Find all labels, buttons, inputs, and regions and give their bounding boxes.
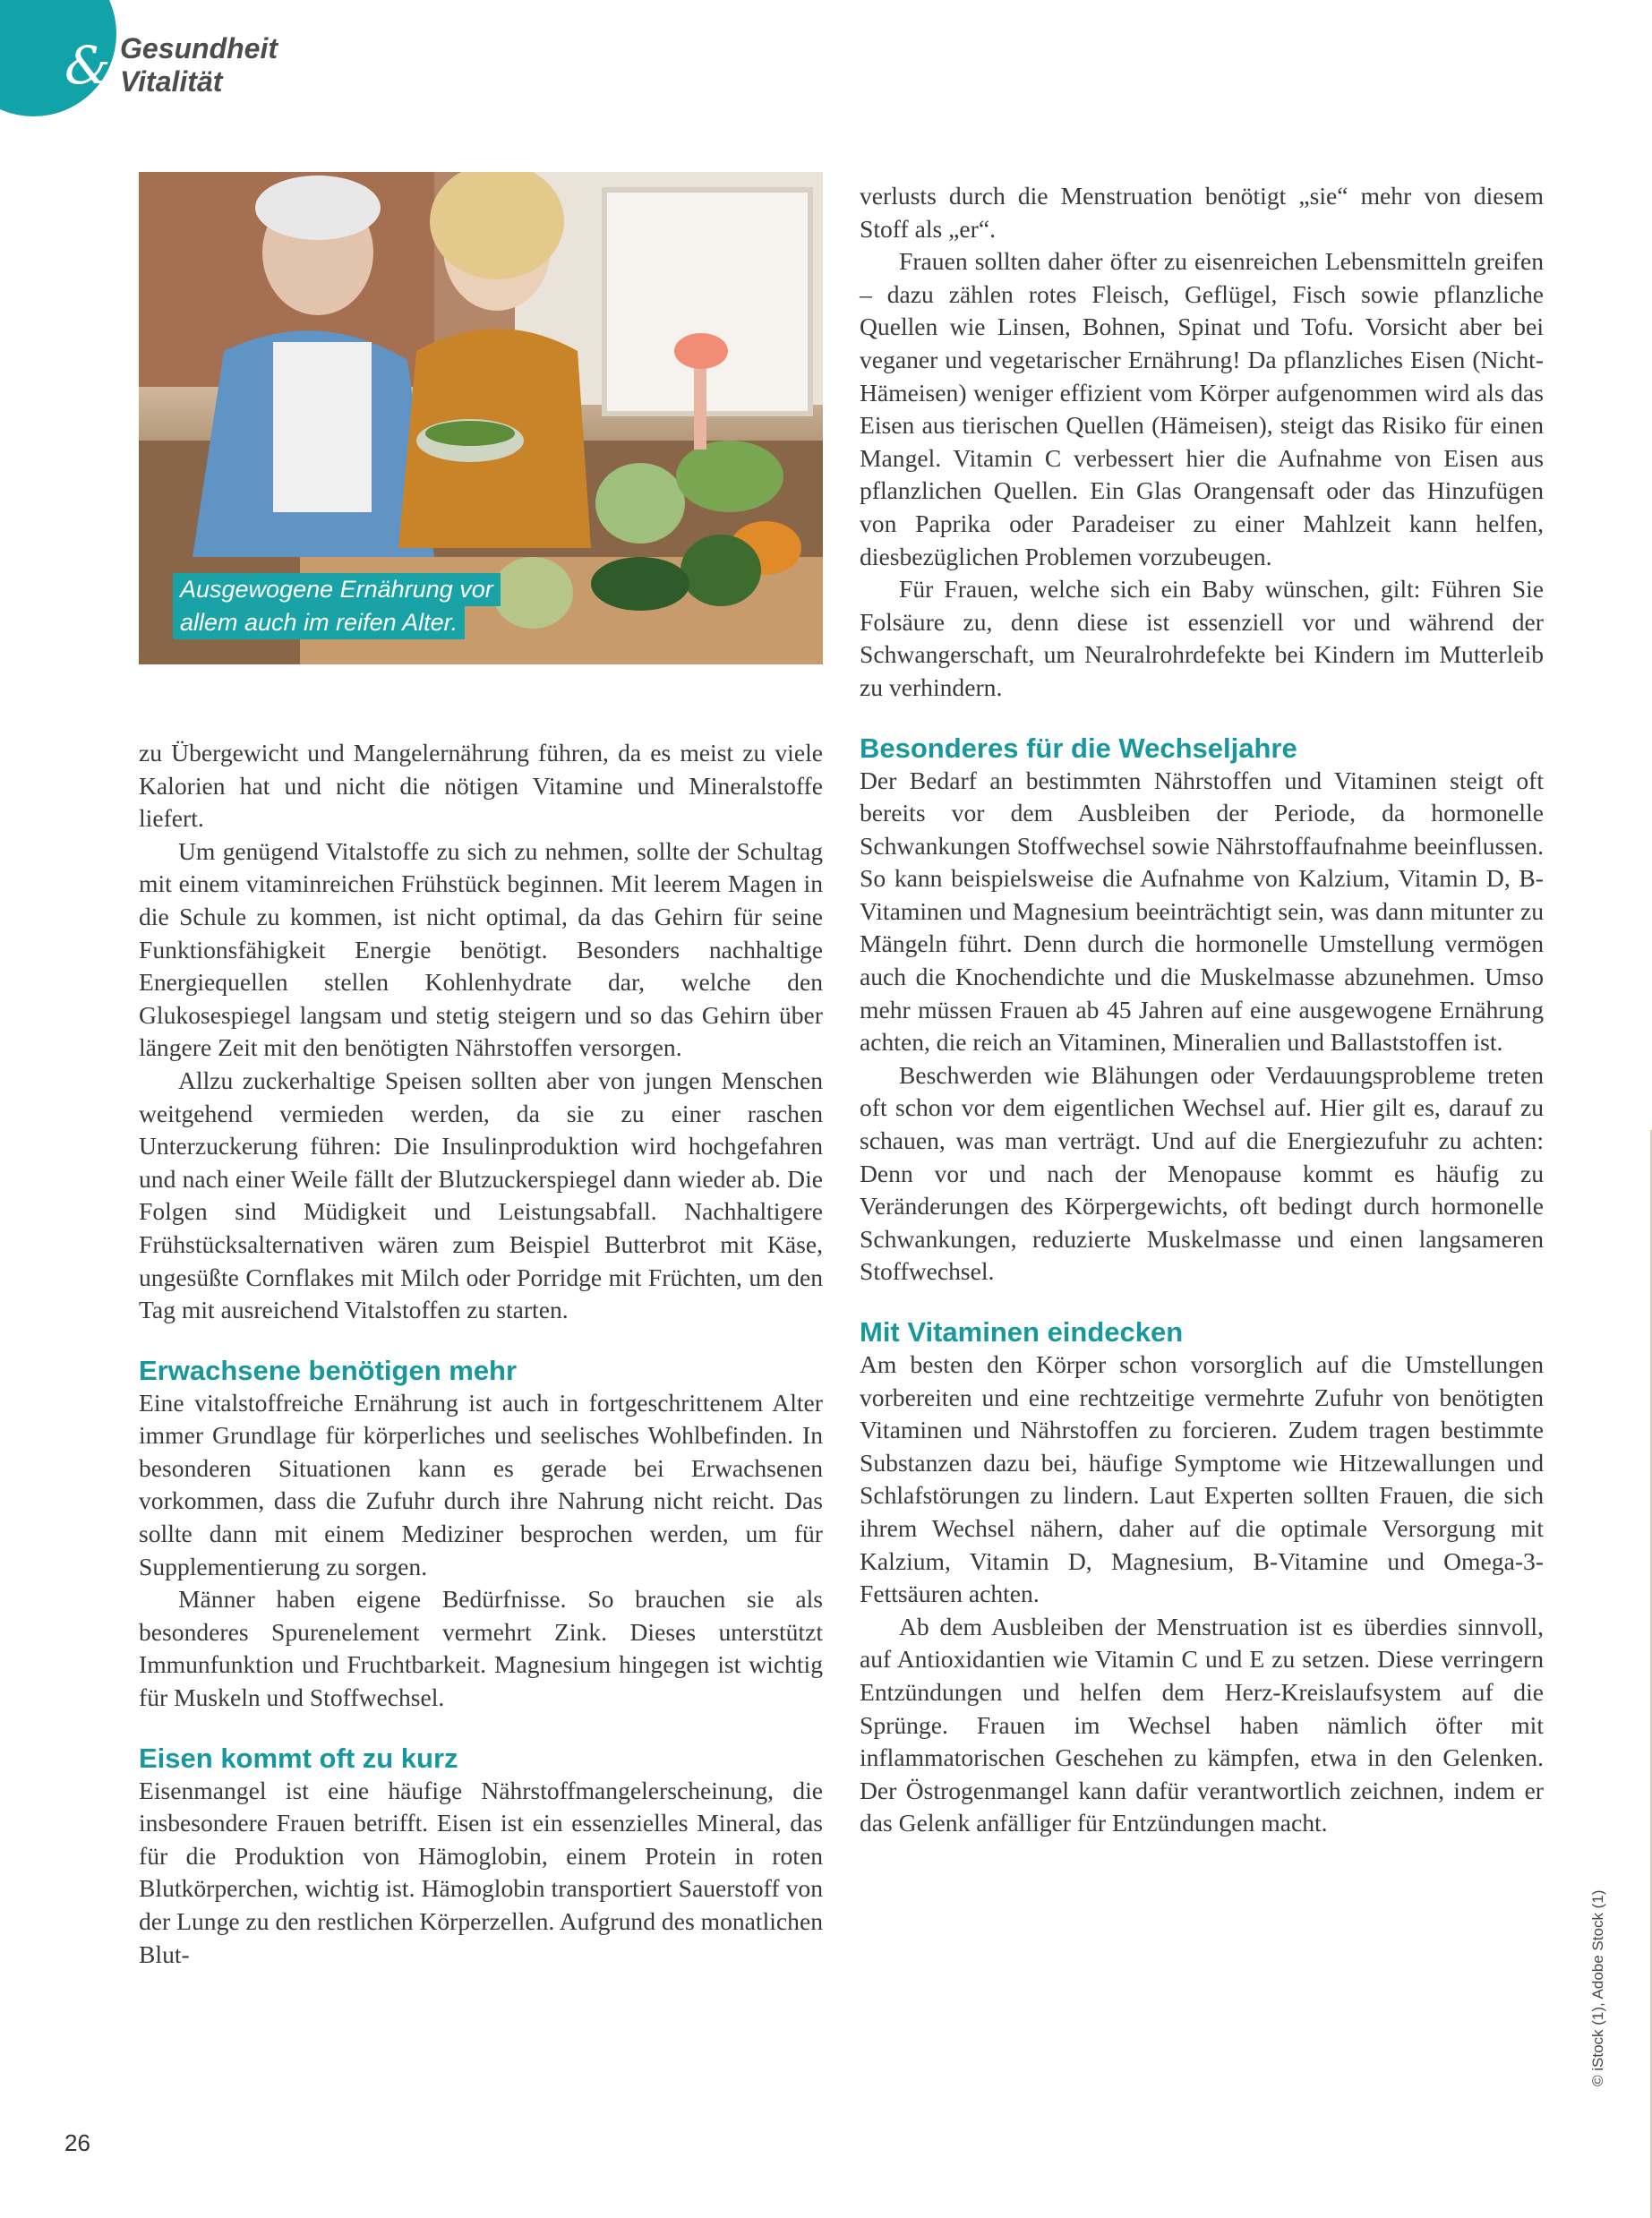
paragraph: Männer haben eigene Bedürfnisse. So brauchen sie als besonderes Spurenelement vermehrt Zink. Dieses unterstützt Immunfunktion und Fruchtbarkeit. Magnesium hingegen ist wichtig für Muskeln und Stoffwechsel. [139, 1585, 823, 1712]
paragraph: Für Frauen, welche sich ein Baby wünschen, gilt: Führen Sie Folsäure zu, denn diese ist essenziell vor und während der Schwangerschaft, um Neuralrohrdefekte bei Kindern im Mutterleib zu verhindern. [860, 575, 1544, 701]
section-title [120, 32, 278, 98]
left-column [139, 737, 823, 1971]
section-heading: Mit Vitaminen eindecken [860, 1316, 1184, 1348]
paragraph: Um genügend Vitalstoffe zu sich zu nehmen, sollte der Schultag mit einem vitaminreichen Frühstück beginnen. Mit leerem Magen in die Schule zu kommen, ist nicht optimal, da das Gehirn für seine Funktionsfähigkeit Energie benötigt. Besonders nachhaltige Energiequellen stellen Kohlenhydrate dar, welche den Glukosespiegel langsam und stetig steigern und so das Gehirn über längere Zeit mit den benötigten Nährstoffen versorgen. [139, 836, 823, 1062]
photo-caption-line1: Ausgewogene Ernährung vor [173, 573, 501, 606]
paragraph: Allzu zuckerhaltige Speisen sollten aber von jungen Menschen weitgehend vermieden werden, da sie zu einer raschen Unterzuckerung führen: Die Insulinproduktion wird hochgefahren und nach einer Weile fällt der Blutzuckerspiegel dann wieder ab. Die Folgen sind Müdigkeit und Leistungsabfall. Nachhaltigere Frühstücksalternativen wären zum Beispiel Butterbrot mit Käse, ungesüßte Cornflakes mit Milch oder Porridge mit Früchten, um den Tag mit ausreichend Vitalstoffen zu starten. [139, 1066, 823, 1324]
ampersand-logo: & [64, 35, 111, 96]
paragraph: Am besten den Körper schon vorsorglich auf die Umstellungen vorbereiten und eine rechtzeitige vermehrte Zufuhr von benötigten Vitaminen und Nährstoffen zu forcieren. Zudem tragen bestimmte Substanzen dazu bei, häufige Symptome wie Hitzewallungen und Schlafstörungen zu lindern. Laut Experten sollten Frauen, die sich ihrem Wechsel nähern, daher auf die optimale Versorgung mit Kalzium, Vitamin D, Magnesium, B-Vitamine und Omega-3-Fettsäuren achten. [860, 1350, 1544, 1608]
photo-credit: © iStock (1), Adobe Stock (1) [1589, 1889, 1606, 2086]
section-heading: Eisen kommt oft zu kurz [139, 1742, 458, 1774]
paragraph: Beschwerden wie Blähungen oder Verdauungsprobleme treten oft schon vor dem eigentlichen Wechsel auf. Hier gilt es, darauf zu schauen, was man verträgt. Und auf die Energiezufuhr zu achten: Denn vor und nach der Menopause kommt es häufig zu Veränderungen des Körpergewichts, oft bedingt durch hormonelle Schwankungen, reduzierte Muskelmasse und einen langsameren Stoffwechsel. [860, 1060, 1544, 1286]
paragraph: Frauen sollten daher öfter zu eisenreichen Lebensmitteln greifen – dazu zählen rotes Fleisch, Geflügel, Fisch sowie pflanzliche Quellen wie Linsen, Bohnen, Spinat und Tofu. Vorsicht aber bei veganer und vegetarischer Ernährung! Da pflanzliches Eisen (Nicht-Hämeisen) weniger effizient vom Körper aufgenommen wird als das Eisen aus tierischen Quellen (Hämeisen), steigt das Risiko für einen Mangel. Vitamin C verbessert hier die Aufnahme von Eisen aus pflanzlichen Quellen. Ein Glas Orangensaft oder das Hinzufügen von Paprika oder Paradeiser zu einer Mahlzeit kann helfen, diesbezüglichen Problemen vorzubeugen. [860, 247, 1544, 570]
paragraph: zu Übergewicht und Mangelernährung führen, da es meist zu viele Kalorien hat und nicht die nötigen Vitamine und Mineralstoffe liefert. [139, 739, 823, 833]
photo-caption [173, 573, 501, 639]
photo-caption-line2: allem auch im reifen Alter. [173, 606, 465, 639]
right-column [860, 180, 1544, 1840]
page-number: 26 [64, 2129, 90, 2156]
paragraph: Ab dem Ausbleiben der Menstruation ist es überdies sinnvoll, auf Antioxidantien wie Vitamin C und E zu setzen. Diese verringern Entzündungen und helfen dem Herz-Kreislaufsystem auf die Sprünge. Frauen im Wechsel haben nämlich öfter mit inflammatorischen Geschehen zu kämpfen, etwa in den Gelenken. Der Östrogenmangel kann dafür verantwortlich zeichnen, indem er das Gelenk anfälliger für Entzündungen macht. [860, 1612, 1544, 1837]
section-heading: Besonderes für die Wechseljahre [860, 732, 1297, 764]
paragraph: Eisenmangel ist eine häufige Nährstoffmangelerscheinung, die insbesondere Frauen betrifft. Eisen ist ein essenzielles Mineral, das für die Produktion von Hämoglobin, einem Protein in roten Blutkörperchen, wichtig ist. Hämoglobin transportiert Sauerstoff von der Lunge zu den restlichen Körperzellen. Aufgrund des monatlichen Blut- [139, 1776, 823, 1968]
paragraph: Eine vitalstoffreiche Ernährung ist auch in fortgeschrittenem Alter immer Grundlage für körperliches und seelisches Wohlbefinden. In besonderen Situationen kann es gerade bei Erwachsenen vorkommen, dass die Zufuhr durch ihre Nahrung nicht reicht. Das sollte dann mit einem Mediziner besprochen werden, um für Supplementierung zu sorgen. [139, 1388, 823, 1580]
section-heading: Erwachsene benötigen mehr [139, 1354, 518, 1386]
paragraph: Der Bedarf an bestimmten Nährstoffen und Vitaminen steigt oft bereits vor dem Ausbleiben der Periode, da hormonelle Schwankungen Stoffwechsel sowie Nährstoffaufnahme beeinflussen. So kann beispielsweise die Aufnahme von Kalzium, Vitamin D, B-Vitaminen und Magnesium beeinträchtigt sein, was dann mitunter zu Mängeln führt. Denn durch die hormonelle Umstellung vermögen auch die Knochendichte und die Muskelmasse abzunehmen. Umso mehr müssen Frauen ab 45 Jahren auf eine ausgewogene Ernährung achten, die reich an Vitaminen, Mineralien und Ballaststoffen ist. [860, 766, 1544, 1057]
section-title-line1: Gesundheit [120, 32, 278, 64]
section-title-line2: Vitalität [120, 65, 223, 98]
paragraph: verlusts durch die Menstruation benötigt „sie“ mehr von diesem Stoff als „er“. [860, 182, 1544, 243]
